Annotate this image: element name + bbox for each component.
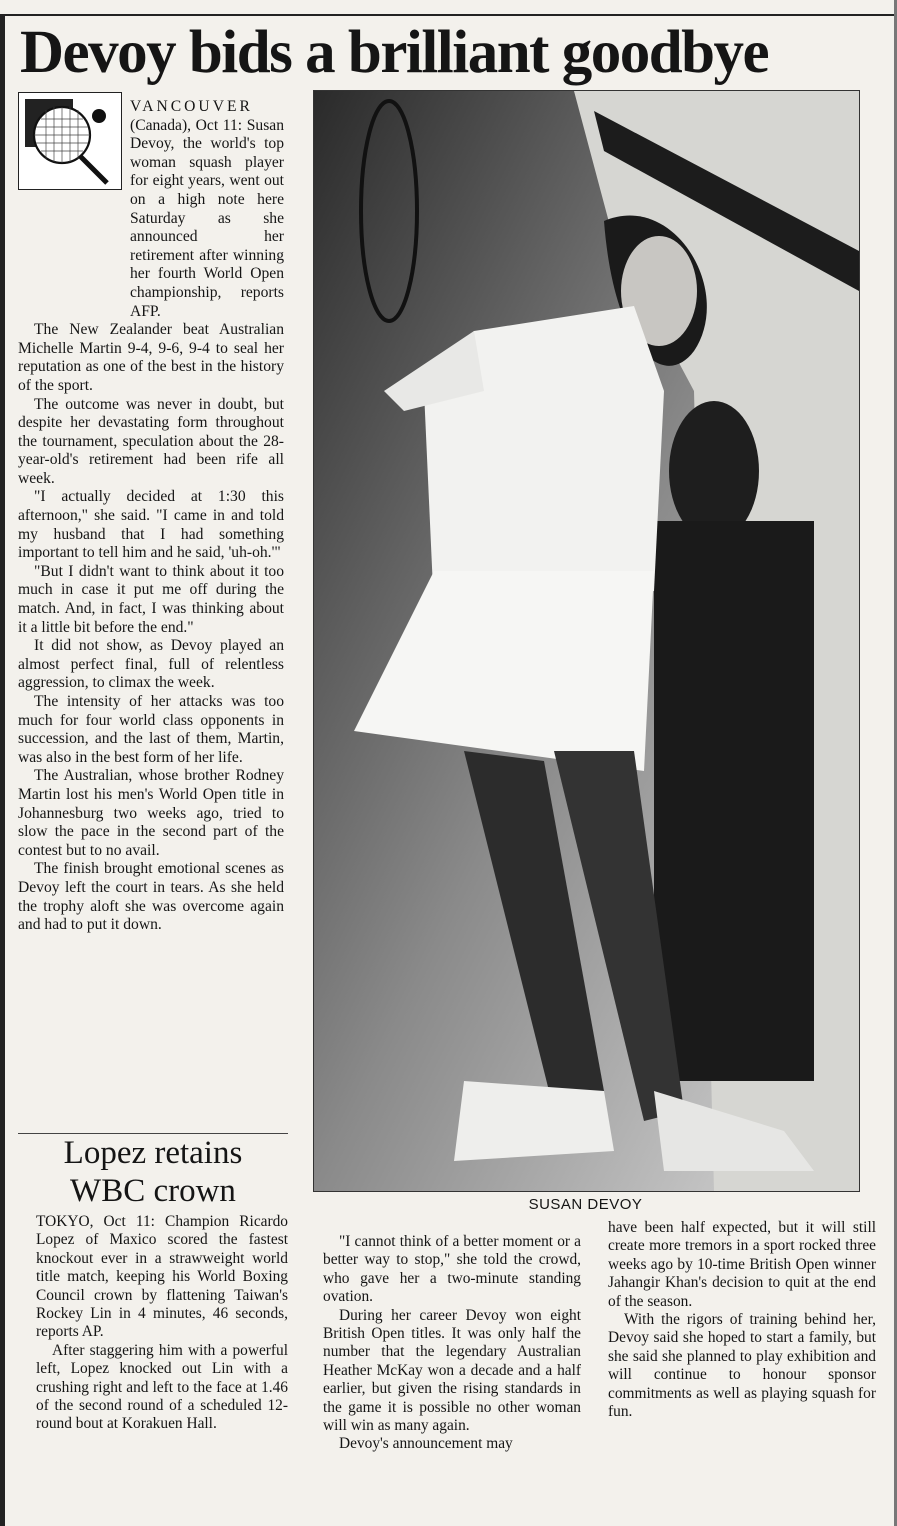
article-paragraph: "I actually decided at 1:30 this afternoon," she said. "I came in and told my husband that I had something important to tell him and he said, 'uh-oh.'": [18, 488, 284, 562]
article-devoy-column-1: [18, 98, 284, 935]
article-paragraph: "I cannot think of a better moment or a better way to stop," she told the crowd, who gave her a two-minute standing ovation.: [323, 1233, 581, 1306]
article-paragraph: With the rigors of training behind her, Devoy said she hoped to start a family, but she said she planned to play exhibition and will continue to honour sponsor commitments as well as playing squash for fun.: [608, 1311, 876, 1421]
article-lopez: [36, 1213, 288, 1434]
article-paragraph: "But I didn't want to think about it too much in case it put me off during the match. And, in fact, I was thinking about it a little bit before the end.": [18, 562, 284, 636]
article-paragraph: TOKYO, Oct 11: Champion Ricardo Lopez of Maxico scored the fastest knockout ever in a strawweight world title match, keeping his World Boxing Council crown by flattening Taiwan's Rockey Lin in 4 minutes, 46 seconds, reports AP.: [36, 1213, 288, 1341]
photo-caption: SUSAN DEVOY: [528, 1196, 643, 1213]
article-lead: (Canada), Oct 11: Susan Devoy, the world's top woman squash player for eight years, went out on a high note here Saturday as she announced her retirement after winning her fourth World Open championship, reports AFP.: [130, 116, 284, 320]
photo-susan-devoy: [313, 90, 860, 1192]
article-paragraph: The Australian, whose brother Rodney Martin lost his men's World Open title in Johannesburg two weeks ago, tried to slow the pace in the second part of the contest but to no avail.: [18, 767, 284, 859]
article-paragraph: The outcome was never in doubt, but despite her devastating form throughout the tournament, speculation about the 28-year-old's retirement had been rife all week.: [18, 395, 284, 487]
top-rule: [0, 0, 897, 16]
subhead-line: WBC crown: [70, 1173, 236, 1209]
article-paragraph: have been half expected, but it will still create more tremors in a sport rocked three weeks ago by 10-time British Open winner Jahangir Khan's decision to quit at the end of the season.: [608, 1219, 876, 1310]
subhead-line: Lopez retains: [63, 1135, 243, 1171]
subhead-lopez: [18, 1134, 288, 1210]
headline: Devoy bids a brilliant goodbye: [20, 19, 769, 86]
article-paragraph: During her career Devoy won eight British Open titles. It was only half the number that the legendary Australian Heather McKay won a decade and a half earlier, but given the rising standards in the game it is possible no other woman will win as many again.: [323, 1306, 581, 1435]
left-column-rule: [0, 14, 5, 1526]
article-paragraph: It did not show, as Devoy played an almost perfect final, full of relentless aggression, to climax the week.: [18, 637, 284, 692]
article-paragraph: After staggering him with a powerful left, Lopez knocked out Lin with a crushing right and left to the face at 1.46 of the second round of a scheduled 12-round bout at Korakuen Hall.: [36, 1341, 288, 1433]
article-devoy-column-3: [608, 1219, 876, 1421]
article-devoy-column-2: [323, 1233, 581, 1454]
article-paragraph: The finish brought emotional scenes as Devoy left the court in tears. As she held the trophy aloft she was overcome again and had to put it down.: [18, 860, 284, 934]
article-paragraph: Devoy's announcement may: [339, 1435, 513, 1453]
article-paragraph: The New Zealander beat Australian Michelle Martin 9-4, 9-6, 9-4 to seal her reputation as one of the best in the history of the sport.: [18, 321, 284, 394]
dateline: VANCOUVER: [130, 98, 253, 115]
article-paragraph: The intensity of her attacks was too much for four world class opponents in succession, and the last of them, Martin, was also in the best form of her life.: [18, 693, 284, 766]
